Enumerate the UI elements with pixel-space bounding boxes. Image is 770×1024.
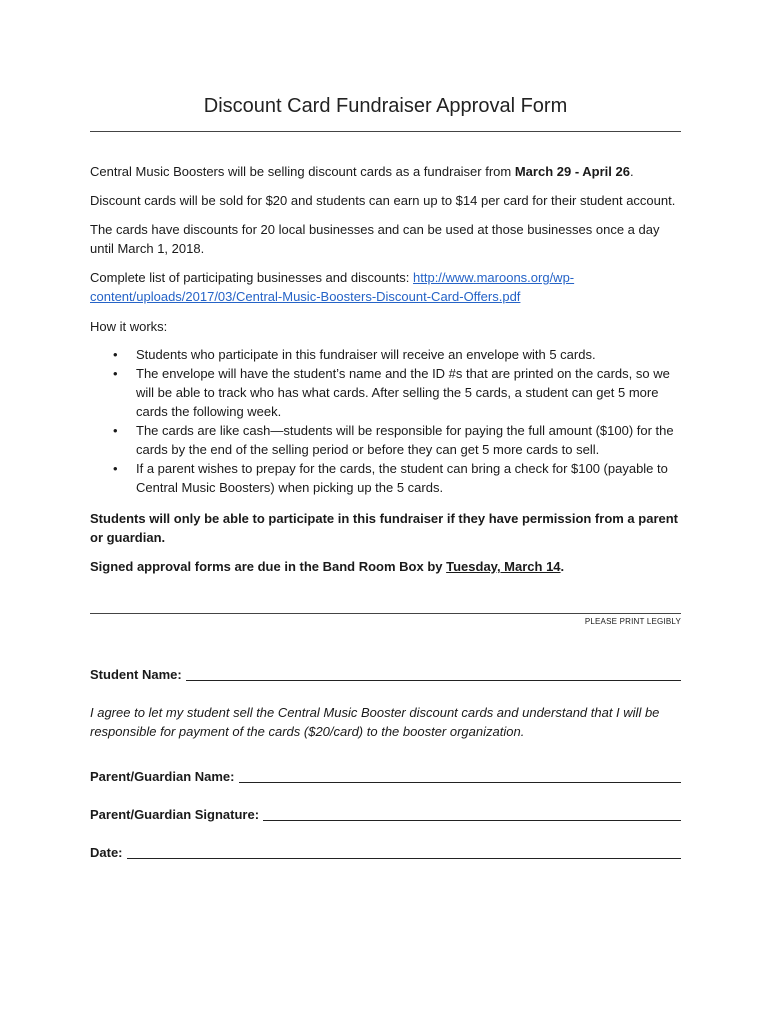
student-name-field[interactable] [90,665,681,684]
title-divider [90,131,681,132]
parent-name-field[interactable] [90,767,681,786]
intro-dates: Central Music Boosters will be selling discount cards as a fundraiser from March 29 - April 26. [90,164,634,179]
bullet-icon: • [113,366,118,381]
parent-signature-line[interactable] [263,806,681,821]
permission-note: Students will only be able to participate in this fundraiser if they have permission from a parent or guardian. [90,511,679,545]
list-item: • The envelope will have the student’s name and the ID #s that are printed on the cards, so we will be able to track who has what cards. After selling the 5 cards, a student can get 5 more cards the following week. [113,366,670,419]
student-name-line[interactable] [186,666,681,681]
date-label: Date: [90,845,123,860]
agreement-text: I agree to let my student sell the Central Music Booster discount cards and understand that I will be responsible for payment of the cards ($20/card) to the booster organization. [90,705,660,739]
intro-businesses: The cards have discounts for 20 local businesses and can be used at those businesses once a day until March 1, 2018. [90,222,660,256]
bullet-icon: • [113,423,118,438]
list-item: • If a parent wishes to prepay for the cards, the student can bring a check for $100 (payable to Central Music Boosters) when picking up the 5 cards. [113,461,668,495]
list-item: • The cards are like cash—students will be responsible for paying the full amount ($100) for the cards by the end of the selling period or before they can get 5 more cards to sell. [113,423,674,457]
bullet-icon: • [113,461,118,476]
parent-signature-field[interactable] [90,805,681,824]
how-it-works-heading: How it works: [90,319,168,334]
list-item: • Students who participate in this fundraiser will receive an envelope with 5 cards. [113,347,596,362]
parent-signature-label: Parent/Guardian Signature: [90,807,260,822]
due-date: Tuesday, March 14 [446,559,561,574]
date-field[interactable] [90,843,681,862]
due-date-note: Signed approval forms are due in the Band Room Box by Tuesday, March 14. [90,559,565,574]
parent-name-label: Parent/Guardian Name: [90,769,235,784]
intro-price: Discount cards will be sold for $20 and students can earn up to $14 per card for their student account. [90,193,676,208]
date-line[interactable] [127,844,681,859]
fundraiser-dates: March 29 - April 26 [514,164,630,179]
parent-name-line[interactable] [239,768,682,783]
offers-pdf-link[interactable]: http://www.maroons.org/wp-content/uploads/2017/03/Central-Music-Boosters-Discount-Card-Offers.pdf [90,270,575,304]
how-it-works-list [90,345,681,497]
print-legibly-note: PLEASE PRINT LEGIBLY [584,617,681,626]
intro-business-list: Complete list of participating businesses and discounts: http://www.maroons.org/wp-content/uploads/2017/03/Central-Music-Boosters-Discount-Card-Offers.pdf [90,270,575,304]
student-name-label: Student Name: [90,667,182,682]
form-divider [90,613,681,614]
page-title: Discount Card Fundraiser Approval Form [203,95,568,117]
bullet-icon: • [113,347,118,362]
